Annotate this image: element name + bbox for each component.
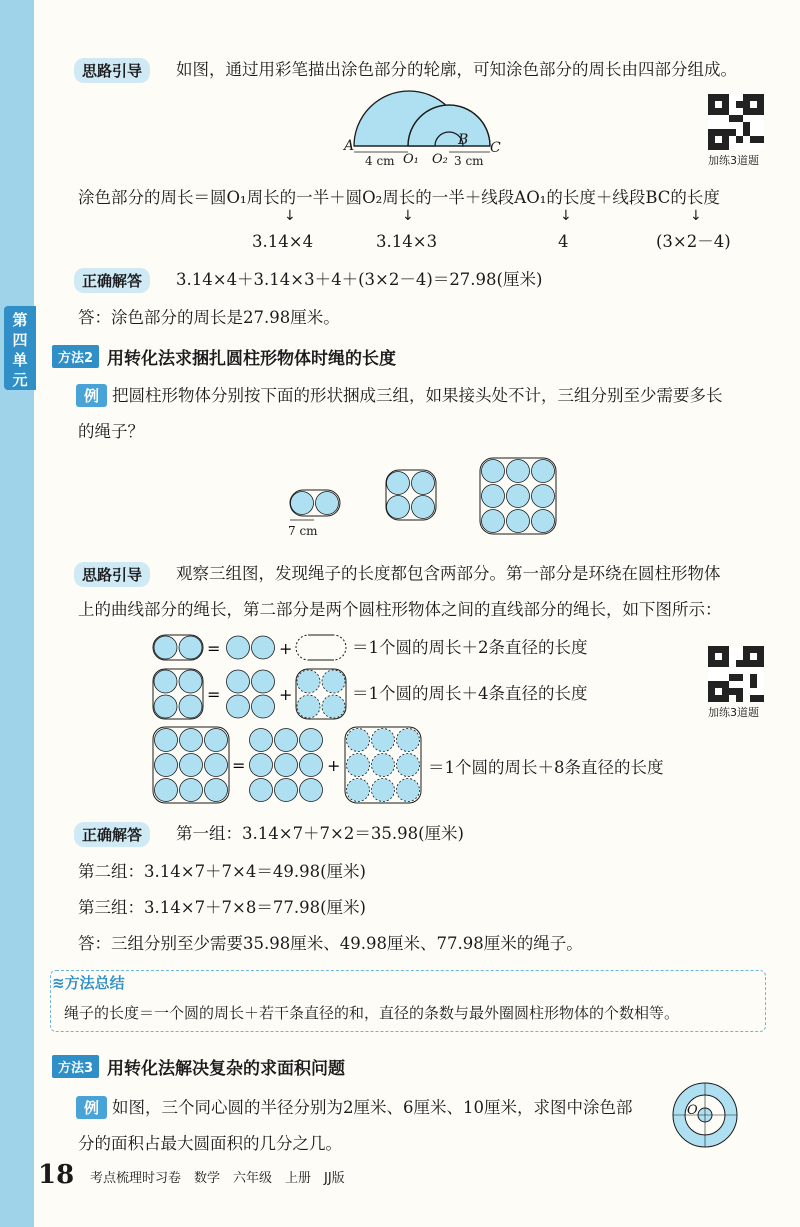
group-2 [386,470,436,520]
qr-caption-2: 加练3道题 [708,706,759,719]
side-tab-char: 四 [12,331,28,349]
label-o2: O₂ [432,152,448,167]
method-2-title: 用转化法求捆扎圆柱形物体时绳的长度 [107,349,397,369]
label-4cm: 4 cm [365,154,395,168]
method-2-badge: 方法2 [52,345,99,368]
svg-text:+: + [327,756,341,775]
answer-2-group1: 第一组：3.14×7＋7×2＝35.98(厘米) [176,824,464,843]
eq3-text: ＝1个圆的周长＋8条直径的长度 [428,758,664,777]
group-1 [290,490,340,520]
guide-text-1: 如图，通过用彩笔描出涂色部分的轮廓，可知涂色部分的周长由四部分组成。 [176,60,737,79]
guide-tag-2: 思路引导 [74,562,150,587]
label-o1: O₁ [403,152,419,167]
question-3-line2: 分的面积占最大圆面积的几分之几。 [78,1134,342,1153]
question-3-line1: 如图，三个同心圆的半径分别为2厘米、6厘米、10厘米，求图中涂色部 [112,1098,633,1117]
footer-text: 考点梳理时习卷 数学 六年级 上册 JJ版 [90,1171,345,1186]
example-tag-3: 例 [76,1096,107,1119]
group-3 [480,458,556,534]
perimeter-formula: 涂色部分的周长＝圆O₁周长的一半＋圆O₂周长的一半＋线段AO₁的长度＋线段BC的长度 [78,188,720,207]
answer-tag-1: 正确解答 [74,268,150,293]
method-2-heading [52,344,396,369]
page-number: 18 [38,1160,75,1190]
term-4: (3×2－4) [656,232,731,251]
question-2-line1: 把圆柱形物体分别按下面的形状捆成三组，如果接头处不计，三组分别至少需要多长 [112,386,723,405]
summary-title: ≋方法总结 [52,974,125,992]
term-2: 3.14×3 [376,232,438,251]
question-2-line2: 的绳子？ [78,422,144,441]
label-b: B [458,132,469,148]
label-3cm: 3 cm [454,154,484,168]
arrow-down-icon: ↓ [284,208,296,224]
concentric-circles-figure [670,1080,740,1150]
eq2-text: ＝1个圆的周长＋4条直径的长度 [352,684,588,703]
svg-text:=: = [232,756,246,775]
example-tag-2: 例 [76,384,107,407]
eq1-text: ＝1个圆的周长＋2条直径的长度 [352,638,588,657]
method-3-badge: 方法3 [52,1055,99,1078]
side-tab-char: 第 [12,311,28,329]
method-3-title: 用转化法解决复杂的求面积问题 [107,1059,346,1079]
qr-caption-1: 加练3道题 [708,154,759,167]
svg-text:=: = [207,685,221,704]
term-3: 4 [558,232,569,251]
label-a: A [344,138,355,154]
guide-2-line2: 上的曲线部分的绳长，第二部分是两个圆柱形物体之间的直线部分的绳长，如下图所示： [78,600,722,619]
term-1: 3.14×4 [252,232,314,251]
svg-text:+: + [279,639,293,658]
side-tab-char: 单 [12,351,28,369]
summary-text: 绳子的长度＝一个圆的周长＋若干条直径的和，直径的条数与最外圈圆柱形物体的个数相等。 [64,1004,680,1022]
answer-text-1: 3.14×4＋3.14×3＋4＋(3×2－4)＝27.98(厘米) [176,270,543,289]
decomposition-row-2 [152,668,352,722]
unit-side-tab [4,306,36,390]
answer-tag-2: 正确解答 [74,822,150,847]
arrow-down-icon: ↓ [402,208,414,224]
arrow-down-icon: ↓ [560,208,572,224]
qr-code-icon[interactable] [708,646,764,702]
label-center-o: O [687,1103,698,1118]
answer-2-group2: 第二组：3.14×7＋7×4＝49.98(厘米) [78,862,366,881]
conclusion-1: 答：涂色部分的周长是27.98厘米。 [78,308,340,327]
qr-code-icon[interactable] [708,94,764,150]
guide-2-line1: 观察三组图，发现绳子的长度都包含两部分。第一部分是环绕在圆柱形物体 [176,564,721,583]
svg-text:=: = [207,639,221,658]
arrow-down-icon: ↓ [690,208,702,224]
label-c: C [490,140,501,156]
guide-tag-1: 思路引导 [74,58,150,83]
label-7cm: 7 cm [288,524,318,538]
decomposition-row-1 [152,634,352,662]
decomposition-row-3 [152,726,428,806]
svg-text:+: + [279,685,293,704]
side-tab-char: 元 [12,371,28,389]
method-3-heading [52,1054,345,1079]
conclusion-2: 答：三组分别至少需要35.98厘米、49.98厘米、77.98厘米的绳子。 [78,934,583,953]
answer-2-group3: 第三组：3.14×7＋7×8＝77.98(厘米) [78,898,366,917]
cylinder-groups-figure [280,456,570,546]
